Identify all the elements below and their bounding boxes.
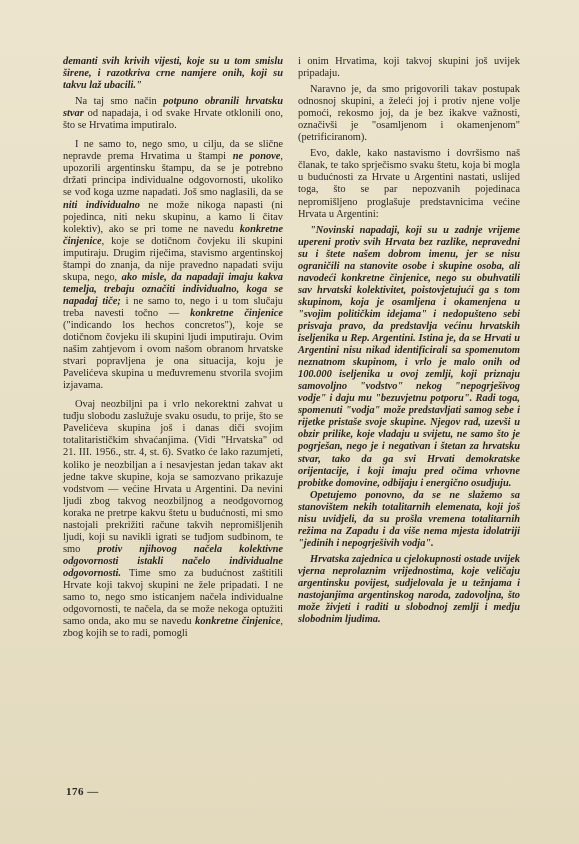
body-text: Ovaj neozbiljni pa i vrlo nekorektni zahvat u tuđju slobodu zaslužuje svaku osudu, to prije, što se Pavelićeva skupina još i danas diči svojim totalitarističkim shvaćanjima. (Vidi "Hrvatska" od 21. III. 1956., str. 4, st. 6). Svatko će lako razumjeti, koliko je neozbiljan a i nesavjestan jedan takav akt jedne takve skupine, koja se samozvano prikazuje vodstvom — većine Hrvata u Argentini. Da nevini ljudi zbog takvog neozbiljnog a neodgovornog koraka ne pretrpe kakvu štetu u budućnosti, mi smo nastojali prekrižiti račune takvih nepromišljenih ljudi, koji su navikli igrati se tuđjom sudbinom, te smo: [63, 399, 283, 555]
paragraph: [298, 225, 520, 490]
body-text: Na taj smo način: [75, 96, 164, 108]
emphasized-text: ako misle, da napadaji imaju kakva temelja, trebaju označiti individualno, koga se napadaj tiče;: [63, 271, 283, 307]
paragraph: [298, 554, 520, 626]
paragraph: [298, 84, 520, 144]
emphasized-text: protiv njihovog načela kolektivne odgovornosti istakli načelo individualne odgovornosti.: [63, 543, 283, 579]
paragraph: [63, 96, 283, 132]
emphasized-text: konkretne činjenice: [195, 616, 281, 628]
paragraph: [63, 139, 283, 392]
body-text: I ne samo to, nego smo, u cilju, da se slične nepravde prema Hrvatima u štampi: [63, 139, 283, 163]
body-text: ("indicando los hechos concretos"), koje se dotičnom čovjeku ili skupini ljudi imputiraju. Ovim našim zahtjevom i ovom našom obranom hrvatske stvari popravljena je ona situacija, koju je Pavelićeva skupina u međuvremenu stvorila svojim izjavama.: [63, 319, 283, 392]
emphasized-text: Hrvatska zajednica u cjelokupnosti ostade uvijek vjerna neprolaznim vrijednostima, koje veličaju argentinsku povijest, sudjelovala je u težnjama i nastojanjima argentinskog naroda, zadovoljna, što može živjeti i raditi u slobodnoj zemlji i medju slobodnim ljudima.: [298, 553, 520, 626]
paragraph: [298, 490, 520, 550]
right-column: [298, 56, 520, 626]
body-text: Time smo za budućnost zaštitili Hrvate koji takvoj skupini ne žele pripadati. I ne samo to, nego smo isticanjem načela individualne odgovornosti, te načela, da se može nekoga optužiti samo onda, ako mu se navedu: [63, 567, 283, 628]
body-text: Naravno je, da smo prigovorili takav postupak odnosnoj skupini, a želeći joj i protiv njene volje pomoći, rekosmo joj, da je bez ikakve važnosti, označivši je "osamljenom i okamenjenom" (petrificiranom).: [298, 84, 520, 144]
emphasized-text: potpuno obranili hrvatsku stvar: [63, 96, 283, 120]
paragraph: [298, 148, 520, 220]
body-text: , upozorili argentinsku štampu, da se je potrebno držati principa individualne odgovornosti, ukoliko se vođ koga uzme napadati. Još smo naglasili, da se: [63, 151, 283, 199]
emphasized-text: demanti svih krivih vijesti, koje su u tom smislu širene, i razotkriva crne namjere onih, koji su takvu laž ubacili.": [63, 56, 283, 92]
left-column: [63, 56, 283, 640]
body-text: i ne samo to, nego i u tom slučaju treba navesti točno —: [63, 295, 283, 319]
emphasized-text: konkretne činjenice: [63, 223, 283, 247]
page-number: 176 —: [66, 786, 99, 798]
body-text: ne može nikoga napasti (ni pojedinca, niti neku skupinu, a kamo li čitav kolektiv), ako se pri tome ne navedu: [63, 199, 283, 235]
body-text: i onim Hrvatima, koji takvoj skupini još uvijek pripadaju.: [298, 56, 520, 80]
body-text: , koje se dotičnom čovjeku ili skupini imputiraju. Drugim riječima, stavismo argentinskoj štampi do znanja, da nije pravedno napadati svíju skupa, nego,: [63, 235, 283, 283]
emphasized-text: Opetujemo ponovno, da se ne slažemo sa stanovištem nekih totalitarnih elemenata, koji još nisu uvidjeli, da su prošla vremena totalitarnih režima na Zapadu i da više nema mjesta idolatriji "jedinih i nepogrješivih vodja".: [298, 489, 520, 549]
body-text: Evo, dakle, kako nastavismo i dovršismo naš članak, te tako sprječismo svaku štetu, koja bi mogla u budućnosti za Hrvate u Argentini nastati, uslijed toga, što se par nepozvanih pojedinaca nepromišljeno proglašuje predstavnicima većine Hrvata u Argentini:: [298, 148, 520, 220]
paragraph: [63, 56, 283, 92]
body-text: od napadaja, i od svake Hrvate otklonili ono, što se Hrvatima imputiralo.: [63, 108, 283, 132]
emphasized-text: konkretne činjenice: [190, 307, 283, 319]
paragraph: [63, 399, 283, 640]
body-text: , zbog kojih se to radi, pomogli: [63, 616, 283, 640]
emphasized-text: "Novinski napadaji, koji su u zadnje vrijeme upereni protiv svih Hrvata bez razlike, nepravedni su i štete našem dobrom imenu, jer se nisu ograničili na stanovite osobe i skupine osoba, ali navodeći konkretne činjenice, nego su obuhvatili sav hrvatski kolektivitet, poistovjetujući ga s tom skupinom, koja je osamljena i okamenjena u "svojim političkim idejama" i nedopušteno sebi prisvaja pravo, da predstavlja većinu hrvatskih iseljenika u Rep. Argentini. Istina je, da se Hrvati u Argentini nisu nikad identificirali sa spomenutom neznatnom skupinom, i vrlo je malo onih od 100.000 iseljenika u ovoj zemlji, koji priznaju samovoljno "vodstvo" nekog "nepogrješivog vodje" i daju mu "bezuvjetnu potporu". Radi toga, spomenuti "vodja" može predstavljati samog sebe i rijetke pristaše svoje skupine. Njegov rad, uzevši u obzir prilike, koje vladaju u svijetu, ne samo što je pogrješan, nego je i negativan i štetan za hrvatsku stvar, tako da ga svi Hrvati demokratske orijentacije, i koji imaju pred očima vrhovne probitke domovine, odbijaju i energično osudjuju.: [298, 224, 520, 489]
paragraph: [298, 56, 520, 80]
emphasized-text: niti individualno: [63, 199, 140, 211]
emphasized-text: ne ponove: [232, 151, 281, 163]
